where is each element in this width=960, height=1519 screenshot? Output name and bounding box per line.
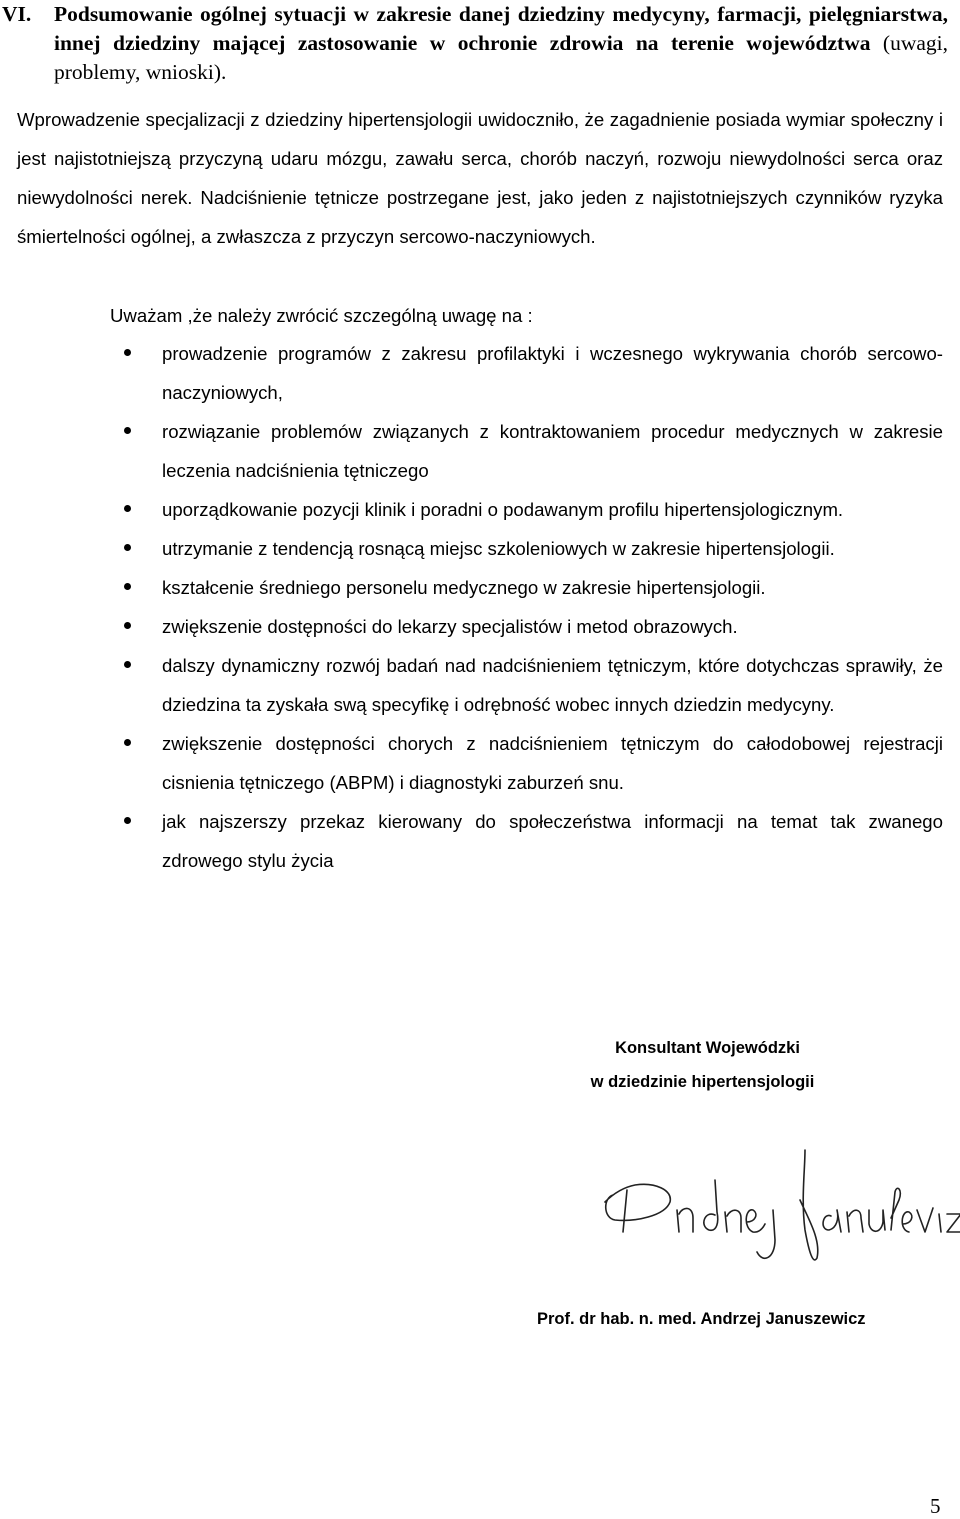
list-item-text: kształcenie średniego personelu medycznego w zakresie hipertensjologii.	[162, 577, 766, 598]
section-title	[54, 0, 948, 87]
bullet-icon	[124, 583, 131, 590]
bullet-icon	[124, 817, 131, 824]
bullet-icon	[124, 622, 131, 629]
signatory-name: Prof. dr hab. n. med. Andrzej Januszewicz	[537, 1310, 866, 1328]
handwritten-signature	[595, 1140, 960, 1270]
list-item-text: dalszy dynamiczny rozwój badań nad nadciśnieniem tętniczym, które dotychczas sprawiły, że dziedzina ta zyskała swą specyfikę i odrębność wobec innych dziedzin medycyny.	[162, 655, 943, 715]
bullet-icon	[124, 544, 131, 551]
bullet-icon	[124, 505, 131, 512]
list-item	[0, 412, 943, 490]
section-heading	[0, 0, 948, 87]
section-title-bold: Podsumowanie ogólnej sytuacji w zakresie danej dziedziny medycyny, farmacji, pielęgniarstwa, innej dziedziny mającej zastosowanie w ochronie zdrowia na terenie województwa	[54, 2, 948, 55]
list-item-text: prowadzenie programów z zakresu profilaktyki i wczesnego wykrywania chorób sercowo-naczyniowych,	[162, 343, 943, 403]
list-item	[0, 802, 943, 880]
list-item	[0, 529, 943, 568]
signature-title-line2: w dziedzinie hipertensjologii	[590, 1073, 815, 1091]
bullet-icon	[124, 661, 131, 668]
list-item-text: uporządkowanie pozycji klinik i poradni o podawanym profilu hipertensjologicznym.	[162, 499, 844, 520]
list-item-text: zwiększenie dostępności chorych z nadciśnieniem tętniczym do całodobowej rejestracji cisnienia tętniczego (ABPM) i diagnostyki zaburzeń snu.	[162, 733, 943, 793]
list-item	[0, 334, 943, 412]
lead-sentence: Uważam ,że należy zwrócić szczególną uwagę na :	[110, 305, 533, 326]
page-number: 5	[930, 1494, 941, 1518]
list-item-text: zwiększenie dostępności do lekarzy specjalistów i metod obrazowych.	[162, 616, 738, 637]
list-item	[0, 568, 943, 607]
list-item-text: jak najszerszy przekaz kierowany do społeczeństwa informacji na temat tak zwanego zdrowego stylu życia	[162, 811, 943, 871]
list-item-text: rozwiązanie problemów związanych z kontraktowaniem procedur medycznych w zakresie leczenia nadciśnienia tętniczego	[162, 421, 943, 481]
list-item	[0, 724, 943, 802]
list-item-text: utrzymanie z tendencją rosnącą miejsc szkoleniowych w zakresie hipertensjologii.	[162, 538, 835, 559]
section-title-normal: (uwagi, problemy, wnioski).	[54, 31, 949, 84]
list-item	[0, 646, 943, 724]
bullet-icon	[124, 427, 131, 434]
intro-paragraph: Wprowadzenie specjalizacji z dziedziny hipertensjologii uwidoczniło, że zagadnienie posiada wymiar społeczny i jest najistotniejszą przyczyną udaru mózgu, zawału serca, chorób naczyń, rozwoju niewydolności serca oraz niewydolności nerek. Nadciśnienie tętnicze postrzegane jest, jako jeden z najistotniejszych czynników ryzyka śmiertelności ogólnej, a zwłaszcza z przyczyn sercowo-naczyniowych.	[17, 109, 943, 247]
section-number: VI.	[2, 2, 32, 26]
list-item	[0, 607, 943, 646]
bullet-icon	[124, 739, 131, 746]
list-item	[0, 490, 943, 529]
signature-title-line1: Konsultant Wojewódzki	[615, 1039, 800, 1057]
bullet-icon	[124, 349, 131, 356]
recommendation-list	[0, 334, 960, 880]
